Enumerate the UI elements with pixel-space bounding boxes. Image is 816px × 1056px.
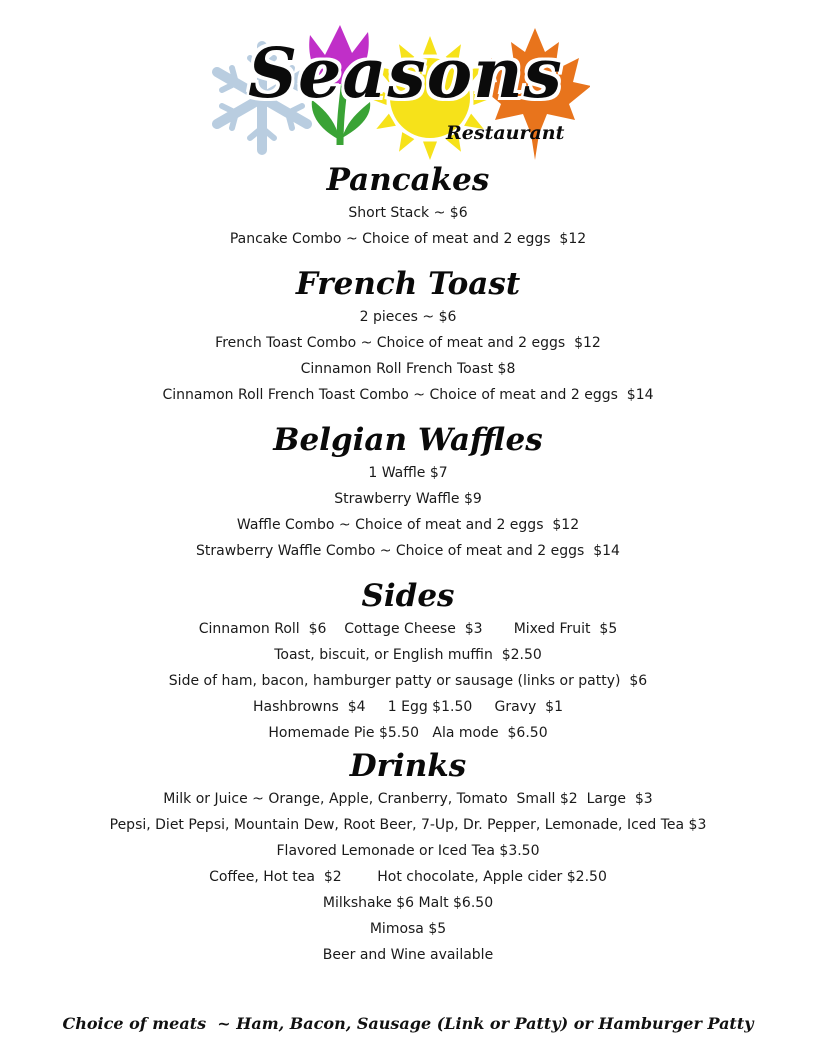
menu-item: Homemade Pie $5.50 Ala mode $6.50 — [268, 725, 548, 741]
menu-item: Coffee, Hot tea $2 Hot chocolate, Apple cider $2.50 — [209, 869, 607, 885]
menu-item: 1 Waffle $7 — [368, 465, 448, 481]
menu-item: Strawberry Waffle Combo ~ Choice of meat and 2 eggs $14 — [196, 543, 620, 559]
menu-item: Pancake Combo ~ Choice of meat and 2 eggs $12 — [229, 231, 587, 247]
menu-item: French Toast Combo ~ Choice of meat and 2 eggs $12 — [215, 335, 601, 351]
section-title: Belgian Waffles — [273, 422, 543, 458]
menu-item: Cinnamon Roll French Toast Combo ~ Choice of meat and 2 eggs $14 — [162, 387, 654, 403]
meat-choices-note: Choice of meats ~ Ham, Bacon, Sausage (Link or Patty) or Hamburger Patty — [62, 1014, 754, 1033]
restaurant-name: Seasons — [248, 34, 563, 114]
menu-item: 2 pieces ~ $6 — [359, 309, 457, 325]
menu-item: Side of ham, bacon, hamburger patty or sausage (links or patty) $6 — [168, 673, 648, 689]
menu-item: Cinnamon Roll $6 Cottage Cheese $3 Mixed Fruit $5 — [198, 621, 618, 637]
section-title: French Toast — [295, 266, 521, 302]
section-pancakes — [0, 160, 816, 252]
menu — [0, 160, 816, 968]
menu-item: Pepsi, Diet Pepsi, Mountain Dew, Root Beer, 7-Up, Dr. Pepper, Lemonade, Iced Tea $3 — [109, 817, 707, 833]
sun-ray — [423, 141, 437, 160]
sun-ray — [376, 114, 396, 129]
menu-item: Flavored Lemonade or Iced Tea $3.50 — [276, 843, 540, 859]
menu-item: Strawberry Waffle $9 — [334, 491, 482, 507]
restaurant-subtitle: Restaurant — [446, 122, 565, 144]
menu-item: Milkshake $6 Malt $6.50 — [322, 895, 494, 911]
menu-item: Short Stack ~ $6 — [348, 205, 468, 221]
menu-item: Waffle Combo ~ Choice of meat and 2 eggs $12 — [236, 517, 580, 533]
menu-item: Mimosa $5 — [369, 921, 447, 937]
section-drinks — [0, 746, 816, 968]
section-title: Drinks — [349, 748, 467, 784]
menu-item: Beer and Wine available — [322, 947, 494, 963]
menu-item: Milk or Juice ~ Orange, Apple, Cranberry, Tomato Small $2 Large $3 — [163, 791, 653, 807]
section-title: Pancakes — [326, 162, 490, 198]
menu-item: Toast, biscuit, or English muffin $2.50 — [274, 647, 542, 663]
section-french-toast — [0, 264, 816, 408]
sun-ray — [399, 132, 414, 152]
section-belgian-waffles — [0, 420, 816, 564]
section-sides — [0, 576, 816, 746]
menu-item: Hashbrowns $4 1 Egg $1.50 Gravy $1 — [253, 699, 563, 715]
section-title: Sides — [361, 578, 455, 614]
menu-item: Cinnamon Roll French Toast $8 — [300, 361, 516, 377]
